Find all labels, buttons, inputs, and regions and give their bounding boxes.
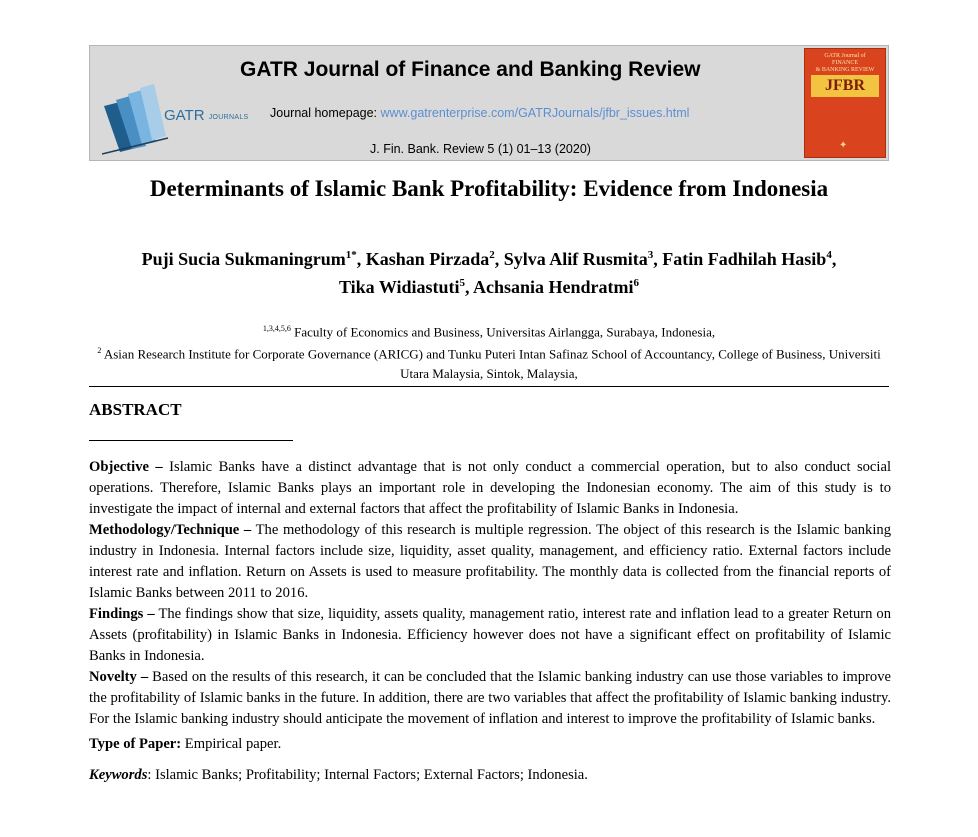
abstract-novelty: Novelty – Based on the results of this research, it can be concluded that the Islamic banking industry can use those variables to improve the profitability of Islamic banks in the future. In addition, there are two variables that affect the profitability of Islamic banking industry. For the Islamic banking industry should anticipate the movement of inflation and interest to improve the profitability of Islamic banks. — [89, 669, 891, 727]
affiliation-1: $^{1,3,4,5,6}$ Faculty of Economics and Business, Universitas Airlangga, Surabaya, Indonesia, — [262, 324, 716, 340]
gatr-journals-wordmark: GATR JOURNALS — [164, 107, 249, 124]
author-name: Puji Sucia Sukmaningrum — [141, 249, 346, 269]
cover-text-3: & BANKING REVIEW — [815, 67, 875, 73]
author-name: Tika Widiastuti — [338, 277, 460, 297]
abstract-heading: ABSTRACT — [89, 400, 182, 419]
author-name: Achsania Hendratmi — [473, 277, 634, 297]
journal-title: GATR Journal of Finance and Banking Review — [240, 58, 701, 81]
paper-title: Determinants of Islamic Bank Profitability: Evidence from Indonesia — [149, 176, 829, 201]
affiliation-2: $^2$ Asian Research Institute for Corporate Governance (ARICG) and Tunku Puteri Intan Safinaz School of Accountancy, College of Business, Universiti Utara Malaysia, Sintok, Malaysia, — [97, 346, 881, 381]
author-name: Fatin Fadhilah Hasib — [662, 249, 827, 269]
cover-abbreviation: JFBR — [811, 75, 879, 97]
cover-text-1: GATR Journal of — [824, 53, 866, 59]
affiliations — [89, 319, 889, 383]
author-name: Sylva Alif Rusmita — [503, 249, 648, 269]
journal-banner — [89, 45, 889, 161]
header-divider — [89, 386, 889, 387]
cover-text-2: FINANCE — [831, 60, 858, 66]
author-list — [0, 243, 978, 299]
journal-cover-thumbnail — [804, 48, 886, 158]
abstract-underline — [89, 440, 293, 441]
journal-citation: J. Fin. Bank. Review 5 (1) 01–13 (2020) — [370, 142, 591, 156]
author-line-1: Puji Sucia Sukmaningrum$^{1*}$, Kashan Pirzada$^2$, Sylva Alif Rusmita$^3$, Fatin Fadhilah Hasib$^4$, — [141, 249, 837, 269]
author-name: Kashan Pirzada — [365, 249, 490, 269]
journal-homepage — [270, 106, 689, 120]
abstract-body — [89, 457, 891, 786]
abstract-methodology: Methodology/Technique – The methodology of this research is multiple regression. The object of this research is the Islamic banking industry in Indonesia. Internal factors include size, liquidity, asset quality, management, and efficiency ratio. External factors include interest rate and inflation. Return on Assets is used to measure profitability. The monthly data is collected from the financial reports of Islamic Banks between 2011 to 2016. — [89, 522, 891, 601]
homepage-label: Journal homepage: — [270, 106, 378, 120]
abstract-findings: Findings – The findings show that size, liquidity, assets quality, management ratio, interest rate and inflation lead to a greater Return on Assets (profitability) in Islamic Banks in Indonesia. Efficiency however does not have a significant effect on profitability of Islamic Banks in Indonesia. — [89, 606, 892, 664]
paper-type: Type of Paper: Empirical paper. — [89, 736, 282, 752]
abstract-objective: Objective – Islamic Banks have a distinct advantage that is not only conduct a commercial operation, but to also conduct social operations. Therefore, Islamic Banks plays an important role in developing the Indonesian economy. The aim of this study is to investigate the impact of internal and external factors that affect the profitability of Islamic Banks in Indonesia. — [89, 459, 891, 517]
keywords: Keywords: Islamic Banks; Profitability; Internal Factors; External Factors; Indonesia. — [89, 767, 588, 783]
author-line-2: Tika Widiastuti$^5$, Achsania Hendratmi$^6$ — [338, 277, 640, 297]
homepage-link[interactable]: www.gatrenterprise.com/GATRJournals/jfbr_issues.html — [380, 106, 690, 120]
cover-emblem-icon: ✦ — [839, 140, 848, 151]
